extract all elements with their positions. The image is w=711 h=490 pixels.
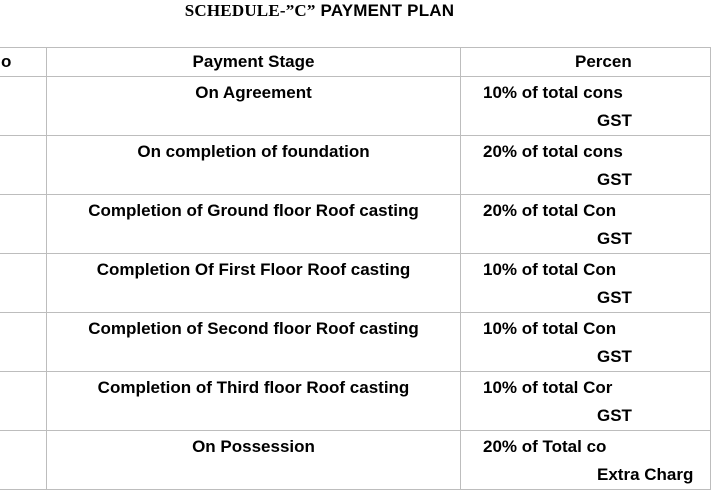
stage-cell: On Possession (47, 431, 461, 490)
table-row (0, 372, 711, 431)
tax-text: GST (597, 229, 632, 248)
tax-text: GST (597, 288, 632, 307)
serial-cell (0, 77, 47, 136)
table-row (0, 136, 711, 195)
tax-text: GST (597, 111, 632, 130)
stage-cell: Completion of Second floor Roof casting (47, 313, 461, 372)
table-row (0, 431, 711, 490)
percentage-cell (461, 195, 711, 254)
percentage-text: 10% of total cons (483, 83, 623, 102)
percentage-cell (461, 313, 711, 372)
percentage-text: 10% of total Cor (483, 378, 613, 397)
table-row (0, 77, 711, 136)
table-header-row (0, 48, 711, 77)
header-payment-stage: Payment Stage (47, 48, 461, 77)
tax-text: GST (597, 406, 632, 425)
serial-cell (0, 372, 47, 431)
percentage-text: 10% of total Con (483, 319, 617, 338)
tax-text: GST (597, 170, 632, 189)
document-title (0, 0, 639, 22)
stage-cell: On Agreement (47, 77, 461, 136)
percentage-cell (461, 77, 711, 136)
percentage-text: 20% of total Con (483, 201, 617, 220)
percentage-cell (461, 254, 711, 313)
percentage-text: 20% of total cons (483, 142, 623, 161)
extra-charges-text: Extra Charg (597, 465, 694, 484)
serial-cell (0, 195, 47, 254)
title-schedule: SCHEDULE-”C” (184, 1, 316, 20)
serial-cell (0, 136, 47, 195)
stage-cell: Completion of Ground floor Roof casting (47, 195, 461, 254)
title-payment-plan: PAYMENT PLAN (315, 1, 455, 20)
header-percentage: Percen (461, 48, 711, 77)
serial-cell (0, 431, 47, 490)
serial-cell (0, 313, 47, 372)
table-row (0, 195, 711, 254)
stage-cell: On completion of foundation (47, 136, 461, 195)
table-row (0, 254, 711, 313)
serial-cell (0, 254, 47, 313)
percentage-cell (461, 372, 711, 431)
percentage-text: 10% of total Con (483, 260, 617, 279)
stage-cell: Completion of Third floor Roof casting (47, 372, 461, 431)
table-row (0, 313, 711, 372)
header-serial-no: o (0, 48, 47, 77)
percentage-cell (461, 136, 711, 195)
percentage-text: 20% of Total co (483, 437, 607, 456)
stage-cell: Completion Of First Floor Roof casting (47, 254, 461, 313)
percentage-cell (461, 431, 711, 490)
tax-text: GST (597, 347, 632, 366)
payment-plan-table (0, 47, 711, 490)
